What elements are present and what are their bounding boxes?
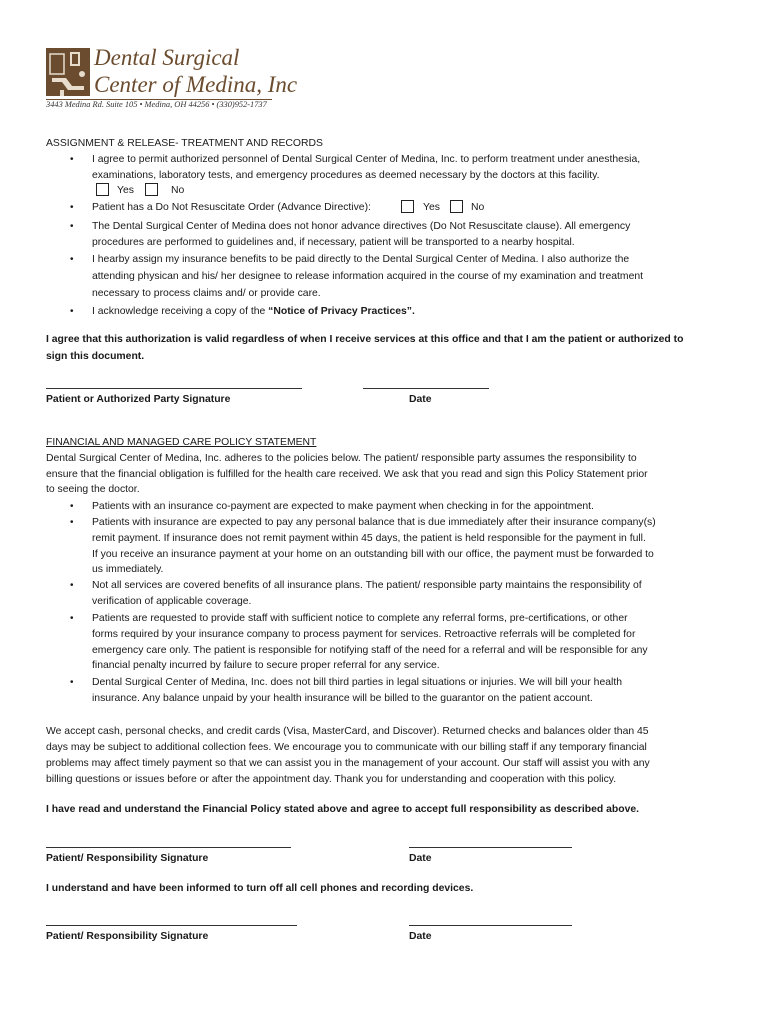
bullet-icon: • xyxy=(70,517,74,528)
bullet-icon: • xyxy=(70,202,74,213)
clinic-address: 3443 Medina Rd. Suite 105 • Medina, OH 44256 • (330)952-1737 xyxy=(46,100,267,109)
bullet-icon: • xyxy=(70,613,74,624)
bullet-icon: • xyxy=(70,154,74,165)
assignment-item4-line1: I hearby assign my insurance benefits to be paid directly to the Dental Surgical Center of Medina. I also authorize the xyxy=(92,254,630,265)
financial-item4-line3: emergency care only. The patient is responsible for notifying staff of the need for a referral and will be responsible for any xyxy=(92,645,648,656)
patient-signature-line[interactable] xyxy=(46,388,302,389)
device-signature-line[interactable] xyxy=(46,925,297,926)
financial-item4-line2: forms required by your insurance company to process payment for services. Retroactive referrals will be completed for xyxy=(92,629,636,640)
dnr-yes-label: Yes xyxy=(423,202,440,213)
device-signature-label: Patient/ Responsibility Signature xyxy=(46,931,209,942)
financial-item4-line1: Patients are requested to provide staff with sufficient notice to complete any referral forms, pre-certifications, or other xyxy=(92,613,628,624)
assignment-item5 xyxy=(92,304,415,320)
responsibility-signature-label: Patient/ Responsibility Signature xyxy=(46,853,209,864)
financial-acknowledgement: I have read and understand the Financial Policy stated above and agree to accept full responsibility as described above. xyxy=(46,804,640,815)
financial-item3-line2: verification of applicable coverage. xyxy=(92,596,252,607)
dental-chair-logo-icon xyxy=(46,48,90,96)
clinic-name-line1: Dental Surgical xyxy=(94,45,240,70)
authorization-statement-line1: I agree that this authorization is valid regardless of when I receive services at this office and that I am the patient or authorized to xyxy=(46,334,684,345)
financial-item2-line4: us immediately. xyxy=(92,564,164,575)
bullet-icon: • xyxy=(70,501,74,512)
clinic-name-line2: Center of Medina, Inc xyxy=(94,72,298,97)
financial-item2-line1: Patients with insurance are expected to pay any personal balance that is due immediately after their insurance company(s) xyxy=(92,517,656,528)
device-date-line[interactable] xyxy=(409,925,572,926)
patient-signature-label: Patient or Authorized Party Signature xyxy=(46,394,231,405)
assignment-item1-line1: I agree to permit authorized personnel of Dental Surgical Center of Medina, Inc. to perform treatment under anesthesia, xyxy=(92,154,641,165)
bullet-icon: • xyxy=(70,221,74,232)
payment-methods-line1: We accept cash, personal checks, and credit cards (Visa, MasterCard, and Discover). Returned checks and balances older than 45 xyxy=(46,726,649,737)
financial-item2-line3: If you receive an insurance payment at your home on an outstanding bill with our office, the payment must be forwarded to xyxy=(92,549,654,560)
date-line[interactable] xyxy=(363,388,489,389)
consent-yes-checkbox[interactable] xyxy=(96,183,109,196)
dnr-no-label: No xyxy=(471,202,485,213)
bullet-icon: • xyxy=(70,677,74,688)
payment-methods-line4: billing questions or issues before or after the appointment day. Thank you for understanding and cooperation with this policy. xyxy=(46,774,617,785)
responsibility-signature-line[interactable] xyxy=(46,847,291,848)
financial-item5-line2: insurance. Any balance unpaid by your health insurance will be billed to the guarantor on the patient account. xyxy=(92,693,593,704)
payment-methods-line3: problems may affect timely payment so that we can assist you in the management of your account. Our staff will assist you with any xyxy=(46,758,650,769)
dnr-yes-checkbox[interactable] xyxy=(401,200,414,213)
financial-intro-line1: Dental Surgical Center of Medina, Inc. adheres to the policies below. The patient/ responsible party assumes the responsibility to xyxy=(46,453,637,464)
assignment-heading: ASSIGNMENT & RELEASE- TREATMENT AND RECORDS xyxy=(46,138,323,149)
assignment-item3-line1: The Dental Surgical Center of Medina does not honor advance directives (Do Not Resuscitate clause). All emergency xyxy=(92,221,631,232)
assignment-item4-line3: necessary to process claims and/ or provide care. xyxy=(92,288,321,299)
bullet-icon: • xyxy=(70,254,74,265)
consent-no-label: No xyxy=(171,185,185,196)
privacy-notice-title: “Notice of Privacy Practices”. xyxy=(268,306,415,317)
financial-item3-line1: Not all services are covered benefits of all insurance plans. The patient/ responsible party maintains the responsibility of xyxy=(92,580,642,591)
consent-no-checkbox[interactable] xyxy=(145,183,158,196)
assignment-item3-line2: procedures are performed to guidelines and, if necessary, patient will be transported to a nearby hospital. xyxy=(92,237,575,248)
financial-item5-line1: Dental Surgical Center of Medina, Inc. does not bill third parties in legal situations or injuries. We will bill your health xyxy=(92,677,622,688)
clinic-name xyxy=(94,44,297,98)
responsibility-date-label: Date xyxy=(409,853,432,864)
dnr-no-checkbox[interactable] xyxy=(450,200,463,213)
financial-item4-line4: financial penalty incurred by failure to secure proper referral for any service. xyxy=(92,660,440,671)
cell-phone-statement: I understand and have been informed to turn off all cell phones and recording devices. xyxy=(46,883,474,894)
assignment-item4-line2: attending physican and his/ her designee to release information acquired in the course of my examination and treatment xyxy=(92,271,644,282)
bullet-icon: • xyxy=(70,306,74,317)
financial-item2-line2: remit payment. If insurance does not remit payment within 45 days, the patient is held responsible for the payment in full. xyxy=(92,533,646,544)
consent-yes-label: Yes xyxy=(117,185,134,196)
financial-intro-line2: ensure that the financial obligation is fulfilled for the health care received. We ask that you read and sign this Policy Statement prior xyxy=(46,469,648,480)
device-date-label: Date xyxy=(409,931,432,942)
assignment-item2: Patient has a Do Not Resuscitate Order (Advance Directive): xyxy=(92,202,371,213)
assignment-item1-line2: examinations, laboratory tests, and emergency procedures as deemed necessary by the doctors at this facility. xyxy=(92,170,600,181)
date-label: Date xyxy=(409,394,432,405)
financial-heading: FINANCIAL AND MANAGED CARE POLICY STATEMENT xyxy=(46,437,317,448)
responsibility-date-line[interactable] xyxy=(409,847,572,848)
financial-item1: Patients with an insurance co-payment are expected to make payment when checking in for the appointment. xyxy=(92,501,594,512)
financial-intro-line3: to seeing the doctor. xyxy=(46,484,140,495)
bullet-icon: • xyxy=(70,580,74,591)
authorization-statement-line2: sign this document. xyxy=(46,351,145,362)
privacy-notice-prefix: I acknowledge receiving a copy of the xyxy=(92,306,269,317)
payment-methods-line2: days may be subject to additional collection fees. We encourage you to communicate with our billing staff if any temporary financial xyxy=(46,742,647,753)
